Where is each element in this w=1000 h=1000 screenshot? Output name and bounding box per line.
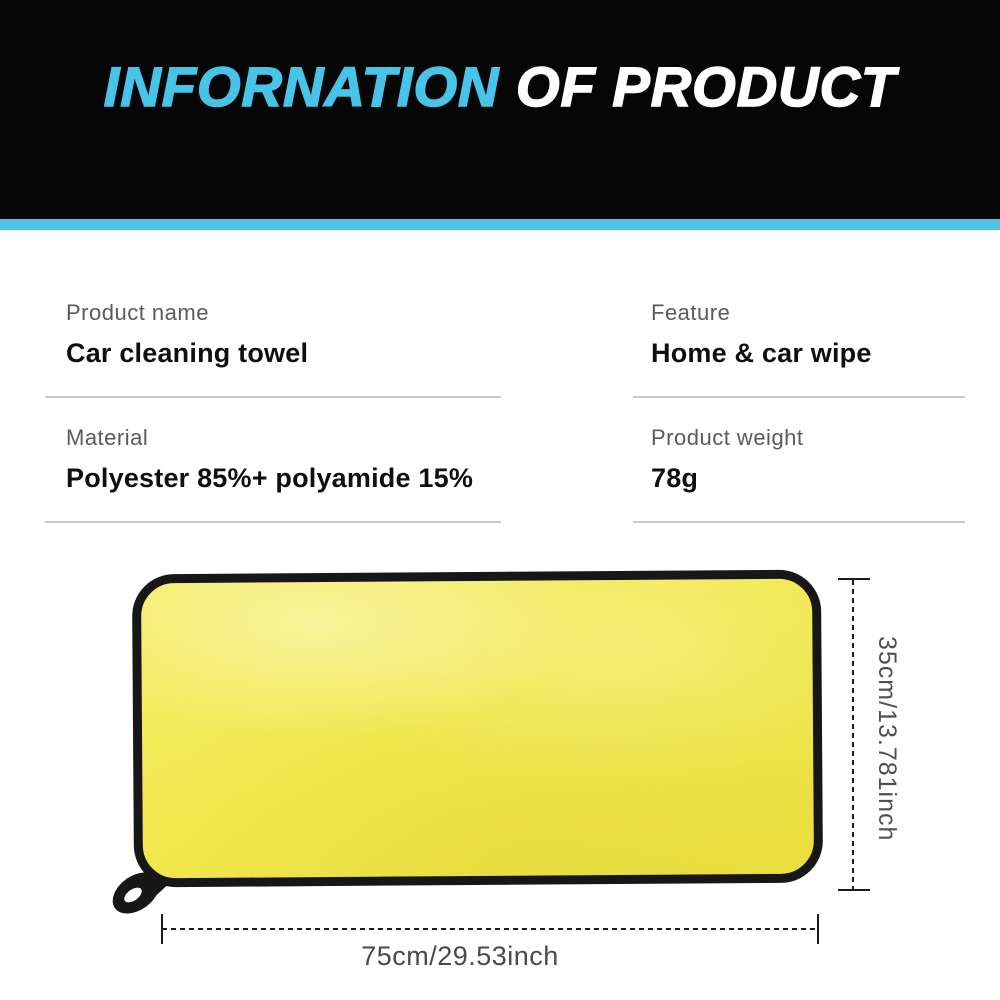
spec-value: Home & car wipe [651,338,872,368]
spec-label: Product weight [651,425,804,450]
page-title-rest: OF PRODUCT [499,55,897,118]
spec-label: Product name [66,300,209,325]
width-dimension-cap-right [817,914,819,944]
spec-product-name [45,288,501,398]
towel-image [132,570,823,888]
header-banner [0,0,1000,219]
page-title [0,57,1000,117]
page-title-highlight: INFORNATION [103,55,500,118]
spec-feature [633,288,965,398]
width-dimension-line [162,928,818,930]
accent-stripe [0,219,1000,230]
spec-value: Car cleaning towel [66,338,309,368]
height-dimension-cap-bottom [838,889,870,891]
spec-material [45,413,501,523]
width-dimension-label: 75cm/29.53inch [361,941,559,971]
spec-label: Material [66,425,149,450]
spec-value: 78g [651,463,699,493]
height-dimension-label: 35cm/13.781inch [873,636,901,842]
height-dimension-line [852,580,854,890]
spec-label: Feature [651,300,731,325]
spec-product-weight [633,413,965,523]
spec-value: Polyester 85%+ polyamide 15% [66,463,474,493]
height-dimension-cap-top [838,578,870,580]
